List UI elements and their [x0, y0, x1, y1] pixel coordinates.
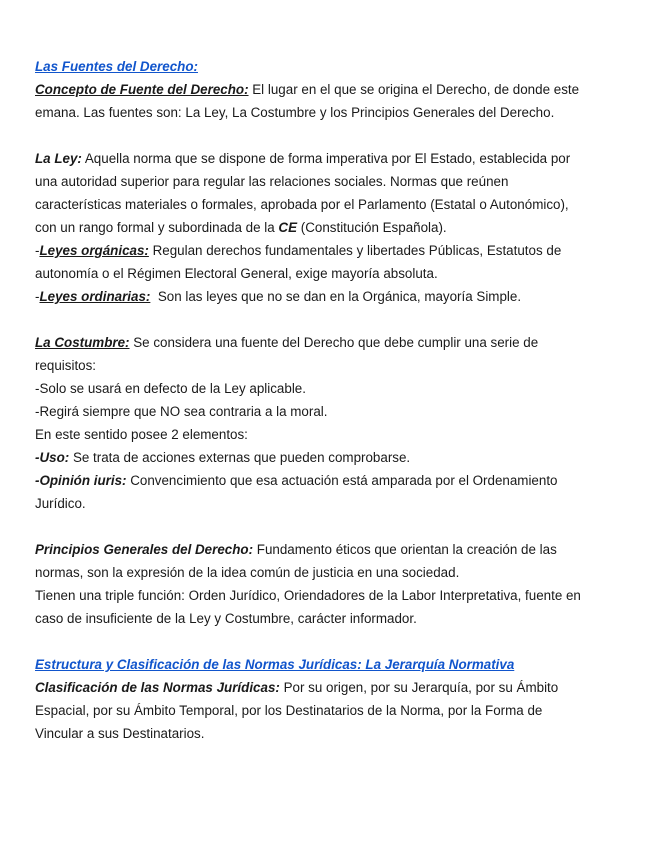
paragraph-costumbre-line-2 — [35, 354, 625, 377]
organicas-dash: - — [35, 243, 40, 258]
paragraph-concepto-line-1 — [35, 78, 625, 101]
heading-estructura-clasificacion: Estructura y Clasificación de las Normas Jurídicas: La Jerarquía Normativa — [35, 657, 515, 672]
clasificacion-text-1: Por su origen, por su Jerarquía, por su Ámbito — [279, 680, 559, 695]
term-leyes-ordinarias: Leyes ordinarias: — [39, 289, 151, 304]
section-heading-fuentes — [35, 55, 625, 78]
heading-fuentes-del-derecho: Las Fuentes del Derecho: — [35, 59, 198, 74]
ley-text-1: Aquella norma que se dispone de forma imperativa por El Estado, establecida por — [81, 151, 571, 166]
requisito-2-text: -Regirá siempre que NO sea contraria a la moral. — [35, 404, 328, 419]
ley-text-4-pre: con un rango formal y subordinada de la — [35, 220, 279, 235]
ordinarias-dash: - — [35, 289, 40, 304]
term-uso: -Uso: — [35, 450, 70, 465]
principios-text-2: normas, son la expresión de la idea común de justicia en una sociedad. — [35, 565, 460, 580]
paragraph-principios-line-4 — [35, 607, 625, 630]
term-clasificacion-normas: Clasificación de las Normas Jurídicas: — [35, 680, 280, 695]
leyes-ordinarias-line — [35, 285, 625, 308]
elemento-opinion-line-2 — [35, 492, 625, 515]
term-ce: CE — [278, 220, 298, 235]
paragraph-principios-line-2 — [35, 561, 625, 584]
term-concepto-label: Concepto de Fuente del Derecho: — [35, 82, 249, 97]
elementos-text: En este sentido posee 2 elementos: — [35, 427, 248, 442]
ley-text-4-post: (Constitución Española). — [297, 220, 447, 235]
costumbre-text-2: requisitos: — [35, 358, 97, 373]
paragraph-ley-line-4 — [35, 216, 625, 239]
principios-text-4: caso de insuficiente de la Ley y Costumbre, carácter informador. — [35, 611, 417, 626]
requisito-1-text: -Solo se usará en defecto de la Ley aplicable. — [35, 381, 306, 396]
organicas-text-1: Regulan derechos fundamentales y libertades Públicas, Estatutos de — [148, 243, 562, 258]
paragraph-clasificacion-line-1 — [35, 676, 625, 699]
term-la-ley-label: La Ley: — [35, 151, 82, 166]
document-page — [35, 55, 625, 745]
term-principios-generales: Principios Generales del Derecho: — [35, 542, 254, 557]
concepto-text-2: emana. Las fuentes son: La Ley, La Costumbre y los Principios Generales del Derecho. — [35, 105, 555, 120]
term-opinion-iuris: -Opinión iuris: — [35, 473, 127, 488]
spacer — [35, 308, 625, 331]
term-leyes-organicas: Leyes orgánicas: — [39, 243, 149, 258]
costumbre-text-1: Se considera una fuente del Derecho que debe cumplir una serie de — [129, 335, 539, 350]
paragraph-principios-line-1 — [35, 538, 625, 561]
uso-text: Se trata de acciones externas que pueden comprobarse. — [69, 450, 411, 465]
principios-text-3: Tienen una triple función: Orden Jurídico, Oriendadores de la Labor Interpretativa, fuente en — [35, 588, 581, 603]
spacer — [35, 630, 625, 653]
clasificacion-text-3: Vincular a sus Destinatarios. — [35, 726, 205, 741]
elementos-intro — [35, 423, 625, 446]
ley-text-3: características materiales o formales, aprobada por el Parlamento (Estatal o Autonómico), — [35, 197, 569, 212]
requisito-1 — [35, 377, 625, 400]
opinion-text-2: Jurídico. — [35, 496, 86, 511]
leyes-organicas-line-1 — [35, 239, 625, 262]
paragraph-clasificacion-line-3 — [35, 722, 625, 745]
clasificacion-text-2: Espacial, por su Ámbito Temporal, por los Destinatarios de la Norma, por la Forma de — [35, 703, 543, 718]
paragraph-ley-line-3 — [35, 193, 625, 216]
opinion-text-1: Convencimiento que esa actuación está amparada por el Ordenamiento — [126, 473, 558, 488]
organicas-text-2: autonomía o el Régimen Electoral General, exige mayoría absoluta. — [35, 266, 438, 281]
section-heading-estructura — [35, 653, 625, 676]
ordinarias-text: Son las leyes que no se dan en la Orgánica, mayoría Simple. — [150, 289, 522, 304]
concepto-text-1: El lugar en el que se origina el Derecho, de donde este — [248, 82, 580, 97]
requisito-2 — [35, 400, 625, 423]
spacer — [35, 515, 625, 538]
paragraph-ley-line-2 — [35, 170, 625, 193]
elemento-uso — [35, 446, 625, 469]
term-la-costumbre: La Costumbre: — [35, 335, 130, 350]
spacer — [35, 124, 625, 147]
paragraph-ley-line-1 — [35, 147, 625, 170]
ley-text-2: una autoridad superior para regular las relaciones sociales. Normas que reúnen — [35, 174, 509, 189]
principios-text-1: Fundamento éticos que orientan la creación de las — [253, 542, 557, 557]
paragraph-concepto-line-2 — [35, 101, 625, 124]
paragraph-clasificacion-line-2 — [35, 699, 625, 722]
paragraph-principios-line-3 — [35, 584, 625, 607]
paragraph-costumbre-line-1 — [35, 331, 625, 354]
leyes-organicas-line-2 — [35, 262, 625, 285]
elemento-opinion-line-1 — [35, 469, 625, 492]
